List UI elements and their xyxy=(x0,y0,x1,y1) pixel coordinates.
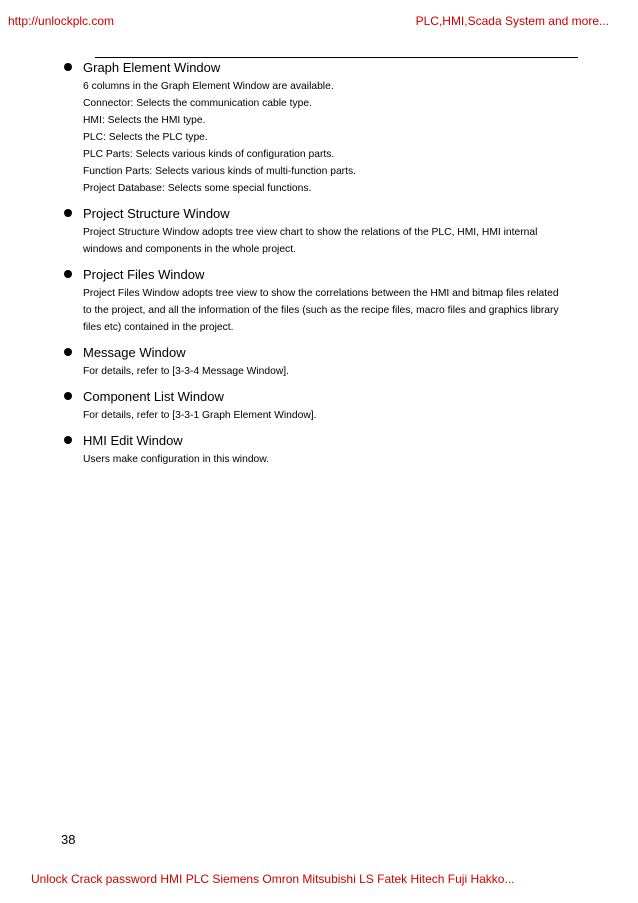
header-divider xyxy=(95,57,578,58)
section-title: Project Files Window xyxy=(83,267,205,282)
footer-link[interactable]: Unlock Crack password HMI PLC Siemens Omron Mitsubishi LS Fatek Hitech Fuji Hakko... xyxy=(31,872,515,886)
section-project-files-window xyxy=(0,267,638,336)
section-title: Project Structure Window xyxy=(83,206,230,221)
body-line: to the project, and all the information of the files (such as the recipe files, macro files and graphics library xyxy=(83,305,559,316)
bullet-icon xyxy=(64,270,72,278)
section-body xyxy=(83,407,578,424)
section-project-structure-window xyxy=(0,206,638,258)
section-graph-element-window xyxy=(0,60,638,197)
bullet-icon xyxy=(64,63,72,71)
body-line: Function Parts: Selects various kinds of multi-function parts. xyxy=(83,166,356,177)
body-line: Connector: Selects the communication cable type. xyxy=(83,98,312,109)
section-title: Message Window xyxy=(83,345,186,360)
body-line: PLC: Selects the PLC type. xyxy=(83,132,208,143)
section-body xyxy=(83,224,578,258)
body-line: PLC Parts: Selects various kinds of configuration parts. xyxy=(83,149,335,160)
page-content xyxy=(0,60,638,477)
section-body xyxy=(83,451,578,468)
section-body xyxy=(83,285,578,336)
body-line: Users make configuration in this window. xyxy=(83,454,270,465)
section-title: Graph Element Window xyxy=(83,60,221,75)
section-title: HMI Edit Window xyxy=(83,433,183,448)
bullet-icon xyxy=(64,348,72,356)
section-body xyxy=(83,78,578,197)
body-line: For details, refer to [3-3-4 Message Window]. xyxy=(83,366,290,377)
page-number: 38 xyxy=(61,832,76,847)
section-component-list-window xyxy=(0,389,638,424)
bullet-icon xyxy=(64,209,72,217)
section-title: Component List Window xyxy=(83,389,224,404)
body-line: For details, refer to [3-3-1 Graph Element Window]. xyxy=(83,410,317,421)
site-link[interactable]: http://unlockplc.com xyxy=(8,14,115,28)
body-line: windows and components in the whole project. xyxy=(83,244,296,255)
body-line: HMI: Selects the HMI type. xyxy=(83,115,206,126)
body-line: files etc) contained in the project. xyxy=(83,322,234,333)
body-line: Project Database: Selects some special functions. xyxy=(83,183,312,194)
bullet-icon xyxy=(64,392,72,400)
section-body xyxy=(83,363,578,380)
body-line: Project Files Window adopts tree view to show the correlations between the HMI and bitmap files related xyxy=(83,288,559,299)
header-tagline-link[interactable]: PLC,HMI,Scada System and more... xyxy=(415,14,609,28)
body-line: 6 columns in the Graph Element Window are available. xyxy=(83,81,334,92)
section-message-window xyxy=(0,345,638,380)
section-hmi-edit-window xyxy=(0,433,638,468)
body-line: Project Structure Window adopts tree view chart to show the relations of the PLC, HMI, HMI internal xyxy=(83,227,538,238)
bullet-icon xyxy=(64,436,72,444)
